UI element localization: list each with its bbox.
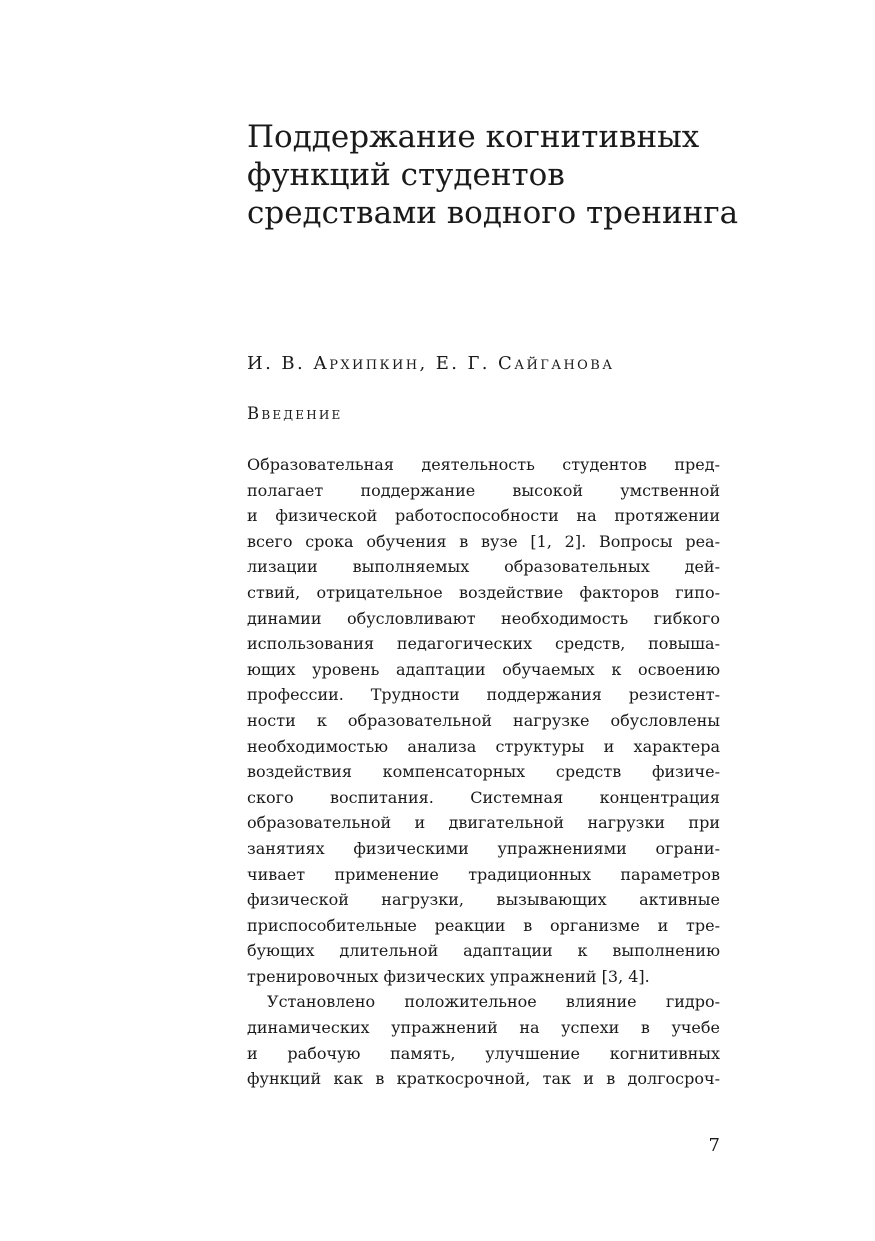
body-line: полагает поддержание высокой умственной — [247, 480, 720, 500]
title-line-2: функций студентов — [247, 157, 565, 193]
body-line: Образовательная деятельность студентов пред- — [247, 455, 720, 474]
body-line: профессии. Трудности поддержания резистент- — [247, 685, 720, 705]
body-line: ности к образовательной нагрузке обусловлены — [247, 710, 720, 730]
body-line: и рабочую память, улучшение когнитивных — [247, 1043, 720, 1063]
body-line: занятиях физическими упражнениями ограни- — [247, 838, 720, 858]
body-line: лизации выполняемых образовательных дей- — [247, 557, 720, 577]
body-line: физической нагрузки, вызывающих активные — [247, 890, 720, 910]
page-number: 7 — [708, 1135, 720, 1156]
body-line: необходимостью анализа структуры и характера — [247, 736, 720, 756]
body-line-paragraph-start: Установлено положительное влияние гидро- — [267, 992, 720, 1012]
title-line-3: средствами водного тренинга — [247, 195, 739, 231]
article-body — [247, 452, 720, 1092]
body-line: бующих длительной адаптации к выполнению — [247, 941, 720, 961]
body-line: функций как в краткосрочной, так и в долгосроч- — [247, 1069, 720, 1089]
body-line: всего срока обучения в вузе [1, 2]. Вопросы реа- — [247, 531, 720, 551]
body-line: динамических упражнений на успехи в учебе — [247, 1018, 720, 1038]
body-line: воздействия компенсаторных средств физиче- — [247, 762, 720, 782]
title-line-1: Поддержание когнитивных — [247, 119, 700, 155]
article-authors: И. В. Архипкин, Е. Г. Сайганова — [247, 353, 615, 374]
body-line: ющих уровень адаптации обучаемых к освоению — [247, 659, 720, 679]
body-line: чивает применение традиционных параметров — [247, 864, 720, 884]
body-line-paragraph-end: тренировочных физических упражнений [3, 4]. — [247, 966, 650, 986]
body-line: ского воспитания. Системная концентрация — [247, 787, 720, 807]
section-heading-introduction: Введение — [247, 404, 343, 423]
body-line: и физической работоспособности на протяжении — [247, 506, 720, 526]
body-line: приспособительные реакции в организме и тре- — [247, 915, 720, 935]
body-line: динамии обусловливают необходимость гибкого — [247, 608, 720, 628]
body-line: ствий, отрицательное воздействие факторов гипо- — [247, 582, 720, 602]
body-line: образовательной и двигательной нагрузки при — [247, 813, 720, 833]
body-line: использования педагогических средств, повыша- — [247, 634, 720, 654]
article-title — [247, 118, 747, 232]
